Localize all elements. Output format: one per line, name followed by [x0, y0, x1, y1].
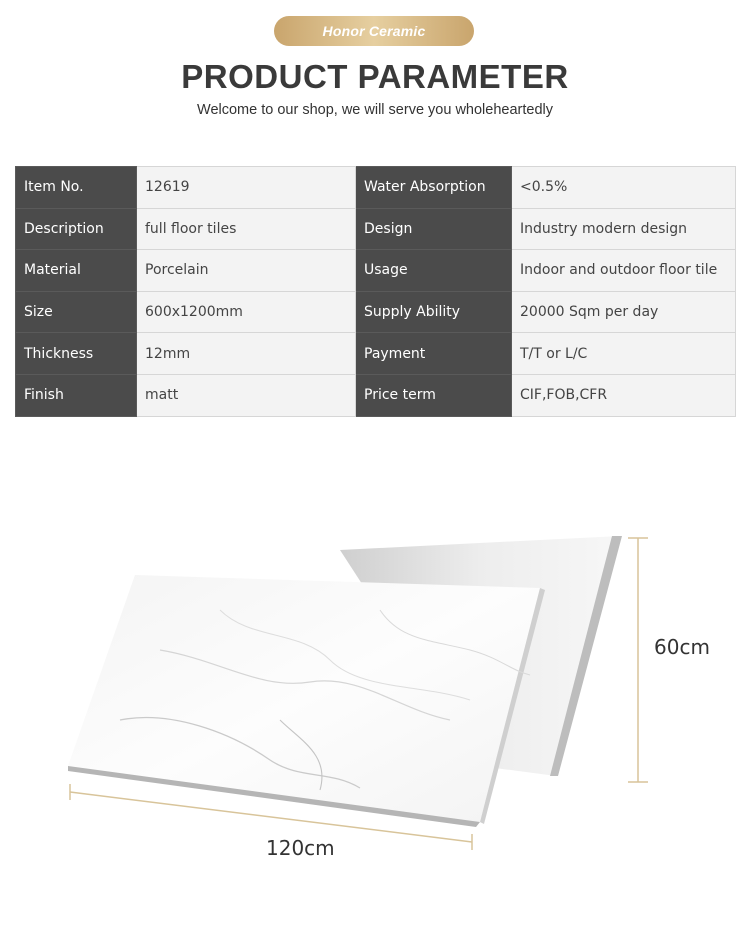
width-label: 120cm [266, 836, 335, 860]
param-value: T/T or L/C [512, 333, 736, 375]
table-row [16, 374, 736, 416]
tile-svg [0, 470, 750, 890]
table-row [16, 333, 736, 375]
param-label: Thickness [16, 333, 137, 375]
param-value: 20000 Sqm per day [512, 291, 736, 333]
page-title: PRODUCT PARAMETER [181, 58, 569, 95]
param-label: Description [16, 208, 137, 250]
param-value: matt [137, 374, 356, 416]
parameter-table [15, 166, 736, 417]
brand-badge: Honor Ceramic [274, 16, 474, 46]
param-label: Water Absorption [356, 167, 512, 209]
param-value: 12mm [137, 333, 356, 375]
param-label: Item No. [16, 167, 137, 209]
table-row [16, 250, 736, 292]
param-label: Price term [356, 374, 512, 416]
param-label: Usage [356, 250, 512, 292]
param-label: Finish [16, 374, 137, 416]
param-value: 600x1200mm [137, 291, 356, 333]
param-label: Size [16, 291, 137, 333]
param-label: Payment [356, 333, 512, 375]
param-value: Porcelain [137, 250, 356, 292]
height-label: 60cm [654, 635, 710, 659]
param-value: CIF,FOB,CFR [512, 374, 736, 416]
tile-illustration [0, 470, 750, 890]
table-row [16, 291, 736, 333]
param-value: Industry modern design [512, 208, 736, 250]
param-value: 12619 [137, 167, 356, 209]
height-dimension-line [628, 538, 648, 782]
table-row [16, 208, 736, 250]
param-value: full floor tiles [137, 208, 356, 250]
front-tile [68, 575, 545, 827]
param-value: <0.5% [512, 167, 736, 209]
param-label: Design [356, 208, 512, 250]
table-row [16, 167, 736, 209]
page-subtitle: Welcome to our shop, we will serve you wholeheartedly [197, 102, 553, 118]
param-label: Material [16, 250, 137, 292]
param-value: Indoor and outdoor floor tile [512, 250, 736, 292]
param-label: Supply Ability [356, 291, 512, 333]
